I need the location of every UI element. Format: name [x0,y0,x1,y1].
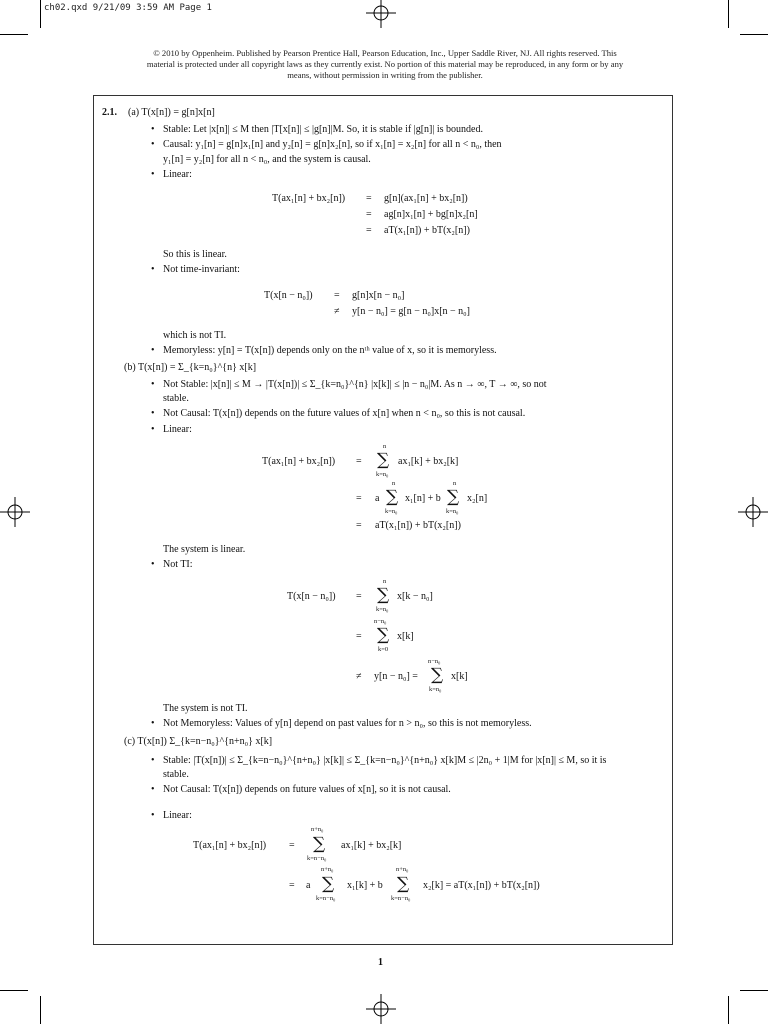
sum-upper-limit: n [453,480,457,487]
bullet-icon: • [151,784,155,795]
eq1-equals: = [366,193,372,204]
c-linear-label: Linear: [163,810,192,821]
sum-upper-limit: n [383,443,387,450]
eq2-not-equal: ≠ [334,306,340,317]
sum-upper-limit: n+n₀ [311,826,324,833]
eq4-equals: = [356,591,362,602]
eq2-lhs: T(x[n − n₀]) [264,290,313,301]
file-slug: ch02.qxd 9/21/09 3:59 AM Page 1 [44,3,212,13]
sum-lower-limit: k=0 [378,646,389,653]
a-so-linear: So this is linear. [163,249,227,260]
summation-icon: ∑ [313,834,326,854]
registration-mark-top [366,0,396,28]
a-causal-text-2: y₁[n] = y₂[n] for all n < n₀, and the system is causal. [163,154,371,165]
eq3-equals: = [356,520,362,531]
eq5-equals: = [289,880,295,891]
registration-mark-right [738,497,768,527]
b-not-ti-label: Not TI: [163,559,193,570]
sum-upper-limit: n−n₀ [428,658,441,665]
part-c-heading: (c) T(x[n]) Σ_{k=n−n₀}^{n+n₀} x[k] [124,736,273,747]
sum-upper-limit: n+n₀ [396,866,409,873]
summation-icon: ∑ [397,874,410,894]
summation-icon: ∑ [377,625,390,645]
sum-lower-limit: k=n−n₀ [307,855,327,862]
sum-lower-limit: k=n₀ [429,686,442,693]
eq3-equals: = [356,456,362,467]
registration-mark-left [0,497,30,527]
a-which-not-ti: which is not TI. [163,330,227,341]
bullet-icon: • [151,559,155,570]
bullet-icon: • [151,424,155,435]
eq5-lhs: T(ax₁[n] + bx₂[n]) [193,840,267,851]
a-not-ti-label: Not time-invariant: [163,264,240,275]
sum-lower-limit: k=n₀ [446,508,459,515]
b-sys-linear: The system is linear. [163,544,246,555]
bullet-icon: • [151,169,155,180]
eq2-rhs-1: g[n]x[n − n₀] [352,290,405,301]
eq4-lhs: T(x[n − n₀]) [287,591,336,602]
eq2-equals: = [334,290,340,301]
sum-upper-limit: n [383,578,387,585]
eq4-not-equal: ≠ [356,671,362,682]
bullet-icon: • [151,124,155,135]
sum-lower-limit: k=n₀ [376,606,389,613]
summation-icon: ∑ [322,874,335,894]
bullet-icon: • [151,810,155,821]
eq5-rhs-2a: a [306,880,311,891]
eq3-rhs-2b: x₁[n] + b [405,493,441,504]
eq4-rhs-3a: y[n − n₀] = [374,671,418,682]
c-stable-1: Stable: |T(x[n])| ≤ Σ_{k=n−n₀}^{n+n₀} |x[k]| ≤ Σ_{k=n−n₀}^{n+n₀} x[k]M ≤ |2n₀ + 1|M for |x[n]| ≤ M, so it is [163,755,607,766]
b-linear-label: Linear: [163,424,192,435]
eq4-rhs-2: x[k] [397,631,414,642]
eq3-equals: = [356,493,362,504]
eq1-equals: = [366,225,372,236]
b-not-stable-2: stable. [163,393,189,404]
bullet-icon: • [151,755,155,766]
a-memoryless-text: Memoryless: y[n] = T(x[n]) depends only on the nᵗʰ value of x, so it is memoryless. [163,345,497,356]
a-causal-text-1: Causal: y₁[n] = g[n]x₁[n] and y₂[n] = g[n]x₂[n], so if x₁[n] = x₂[n] for all n < n₀, then [163,139,502,150]
eq4-rhs-3b: x[k] [451,671,468,682]
part-b-heading: (b) T(x[n]) = Σ_{k=n₀}^{n} x[k] [124,362,257,373]
eq3-rhs-1: ax₁[k] + bx₂[k] [398,456,459,467]
summation-icon: ∑ [377,585,390,605]
b-not-causal: Not Causal: T(x[n]) depends on the future values of x[n] when n < n₀, so this is not causal. [163,408,526,419]
eq5-rhs-2b: x₁[k] + b [347,880,383,891]
eq3-rhs-3: aT(x₁[n]) + bT(x₂[n]) [375,520,461,531]
eq5-equals: = [289,840,295,851]
summation-icon: ∑ [431,665,444,685]
eq4-equals: = [356,631,362,642]
bullet-icon: • [151,408,155,419]
sum-upper-limit: n−n₀ [374,618,387,625]
bullet-icon: • [151,379,155,390]
page-number: 1 [378,957,383,968]
eq5-rhs-2c: x₂[k] = aT(x₁[n]) + bT(x₂[n]) [423,880,540,891]
bullet-icon: • [151,139,155,150]
eq1-lhs: T(ax₁[n] + bx₂[n]) [272,193,346,204]
sum-lower-limit: k=n₀ [385,508,398,515]
sum-lower-limit: k=n−n₀ [316,895,336,902]
bullet-icon: • [151,345,155,356]
eq2-rhs-2: y[n − n₀] = g[n − n₀]x[n − n₀] [352,306,470,317]
b-not-stable-1: Not Stable: |x[n]| ≤ M → |T(x[n])| ≤ Σ_{k=n₀}^{n} |x[k]| ≤ |n − n₀|M. As n → ∞, T → ∞, so not [163,379,547,390]
problem-number: 2.1. [102,107,117,118]
copyright-notice: © 2010 by Oppenheim. Published by Pearson Prentice Hall, Pearson Education, Inc., Upper Saddle River, NJ. All rights reserved. This material is protected under all copyright laws as they currently exist. No portion of this material may be reproduced, in any form or by any means, without permission in writing from the publisher. [146,48,624,80]
c-not-causal: Not Causal: T(x[n]) depends on future values of x[n], so it is not causal. [163,784,451,795]
eq3-rhs-2c: x₂[n] [467,493,488,504]
b-sys-not-ti: The system is not TI. [163,703,248,714]
sum-lower-limit: k=n−n₀ [391,895,411,902]
eq1-rhs-3: aT(x₁[n]) + bT(x₂[n]) [384,225,470,236]
eq3-rhs-2a: a [375,493,380,504]
bullet-icon: • [151,264,155,275]
summation-icon: ∑ [386,487,399,507]
a-stable-text: Stable: Let |x[n]| ≤ M then |T[x[n]| ≤ |g[n]|M. So, it is stable if |g[n]| is bounded. [163,124,483,135]
bullet-icon: • [151,718,155,729]
eq1-equals: = [366,209,372,220]
a-linear-label: Linear: [163,169,192,180]
eq1-rhs-2: ag[n]x₁[n] + bg[n]x₂[n] [384,209,478,220]
sum-upper-limit: n+n₀ [321,866,334,873]
eq4-rhs-1: x[k − n₀] [397,591,433,602]
part-a-heading: (a) T(x[n]) = g[n]x[n] [128,107,215,118]
summation-icon: ∑ [377,450,390,470]
registration-mark-bottom [366,994,396,1024]
eq1-rhs-1: g[n](ax₁[n] + bx₂[n]) [384,193,468,204]
sum-lower-limit: k=n₀ [376,471,389,478]
c-stable-2: stable. [163,769,189,780]
eq3-lhs: T(ax₁[n] + bx₂[n]) [262,456,336,467]
sum-upper-limit: n [392,480,396,487]
summation-icon: ∑ [447,487,460,507]
b-not-memoryless: Not Memoryless: Values of y[n] depend on past values for n > n₀, so this is not memoryless. [163,718,532,729]
eq5-rhs-1: ax₁[k] + bx₂[k] [341,840,402,851]
